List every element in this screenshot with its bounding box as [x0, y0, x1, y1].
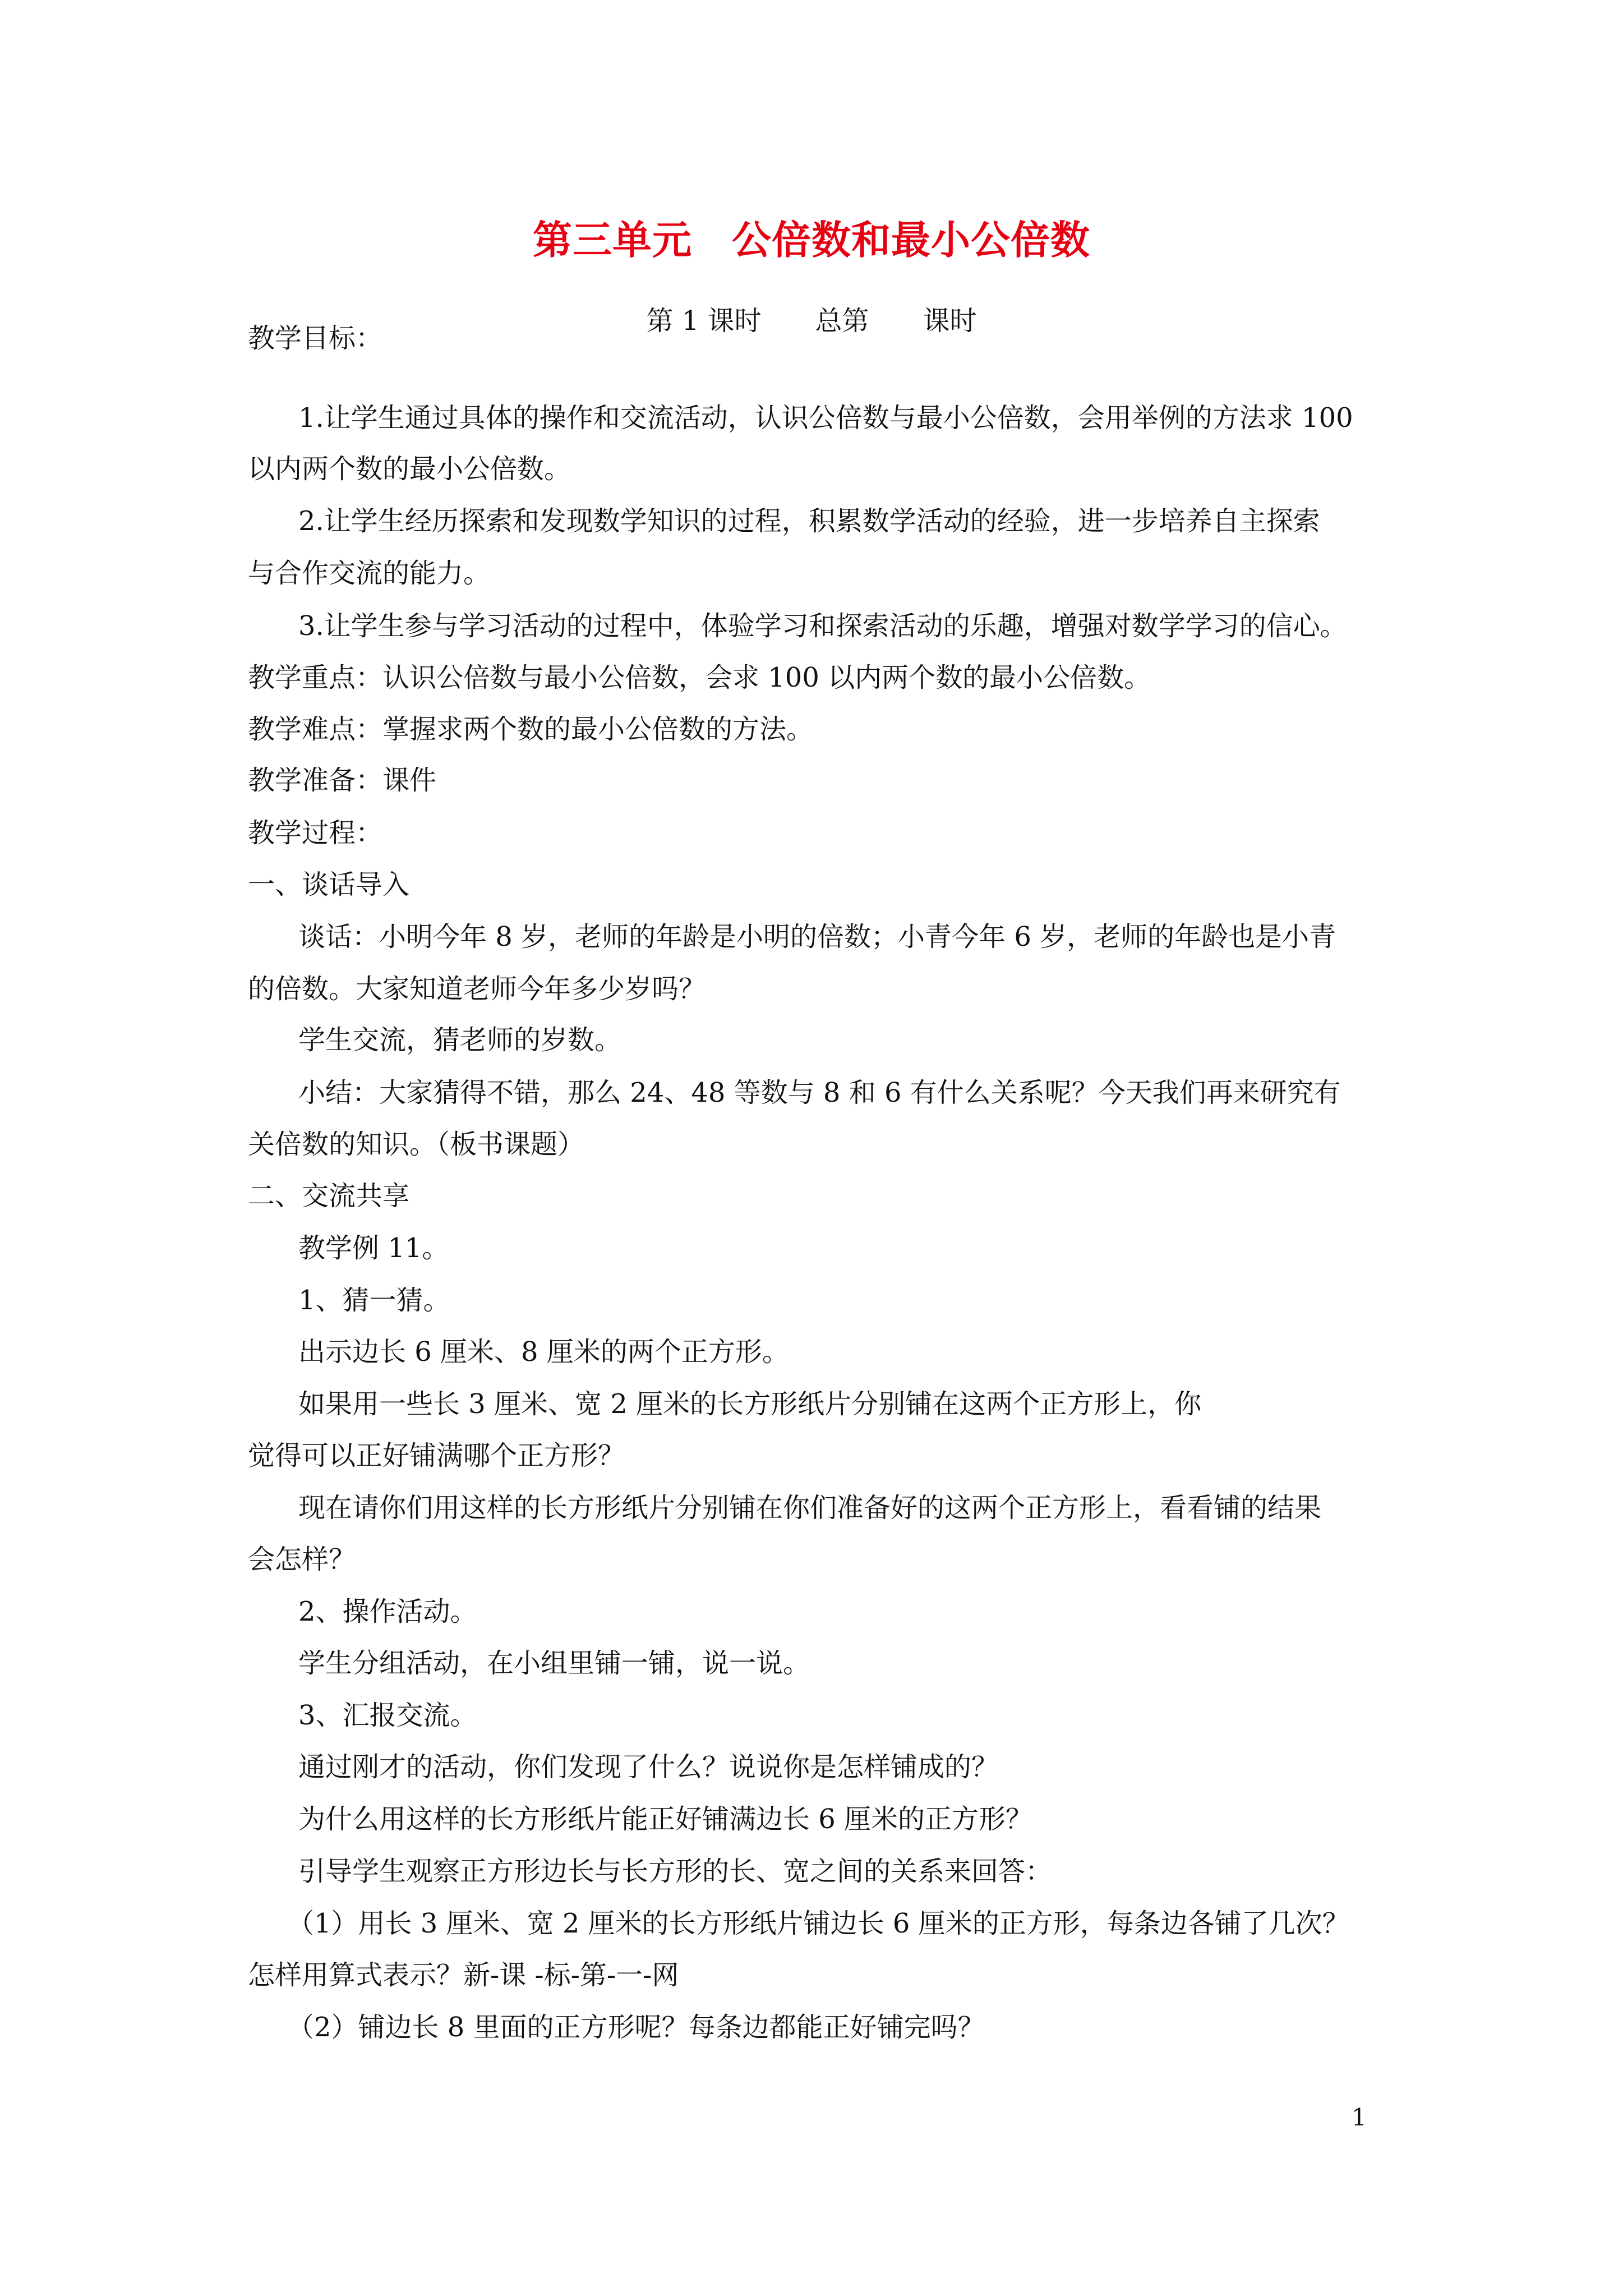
paragraph-line: 引导学生观察正方形边长与长方形的长、宽之间的关系来回答：	[298, 1856, 1053, 1887]
section-heading: 一、谈话导入	[248, 869, 410, 900]
paragraph-line: 小结：大家猜得不错，那么 24、48 等数与 8 和 6 有什么关系呢？今天我们再来研究有	[298, 1077, 1341, 1108]
paragraph-line: 通过刚才的活动，你们发现了什么？说说你是怎样铺成的？	[298, 1751, 999, 1783]
paragraph-line: 谈话：小明今年 8 岁，老师的年龄是小明的倍数；小青今年 6 岁，老师的年龄也是小青	[298, 921, 1336, 953]
paragraph-line: 会怎样？	[248, 1544, 356, 1575]
paragraph-line: 3、汇报交流。	[298, 1700, 477, 1731]
paragraph-line: 学生分组活动，在小组里铺一铺，说一说。	[298, 1648, 810, 1679]
paragraph-line: （1）用长 3 厘米、宽 2 厘米的长方形纸片铺边长 6 厘米的正方形，每条边各铺了几次？	[287, 1908, 1349, 1939]
paragraph-line: 的倍数。大家知道老师今年多少岁吗？	[248, 973, 706, 1005]
paragraph-line: 2.让学生经历探索和发现数学知识的过程，积累数学活动的经验，进一步培养自主探索	[298, 505, 1320, 537]
paragraph-line: 2、操作活动。	[298, 1596, 477, 1627]
paragraph-line: 现在请你们用这样的长方形纸片分别铺在你们准备好的这两个正方形上，看看铺的结果	[298, 1492, 1322, 1524]
paragraph-line: 如果用一些长 3 厘米、宽 2 厘米的长方形纸片分别铺在这两个正方形上，你	[298, 1388, 1202, 1420]
key-points-line: 教学重点：认识公倍数与最小公倍数，会求 100 以内两个数的最小公倍数。	[248, 662, 1151, 693]
paragraph-line: 为什么用这样的长方形纸片能正好铺满边长 6 厘米的正方形？	[298, 1803, 1033, 1835]
paragraph-line: 出示边长 6 厘米、8 厘米的两个正方形。	[298, 1336, 789, 1368]
heading-process: 教学过程：	[248, 817, 383, 849]
difficulties-line: 教学难点：掌握求两个数的最小公倍数的方法。	[248, 714, 814, 745]
paragraph-line: 觉得可以正好铺满哪个正方形？	[248, 1440, 625, 1471]
paragraph-line: 教学例 11。	[298, 1232, 449, 1264]
paragraph-line: 与合作交流的能力。	[248, 558, 491, 589]
paragraph-line: 以内两个数的最小公倍数。	[248, 453, 571, 485]
paragraph-line: 1、猜一猜。	[298, 1285, 450, 1316]
paragraph-line: 关倍数的知识。（板书课题）	[248, 1129, 585, 1160]
paragraph-line: 怎样用算式表示？新-课 -标-第-一-网	[248, 1959, 679, 1991]
paragraph-line: （2）铺边长 8 里面的正方形呢？每条边都能正好铺完吗？	[287, 2012, 985, 2043]
unit-title: 第三单元 公倍数和最小公倍数	[533, 217, 1090, 263]
paragraph-line: 1.让学生通过具体的操作和交流活动，认识公倍数与最小公倍数，会用举例的方法求 100	[298, 402, 1353, 434]
page-number: 1	[1352, 2104, 1367, 2131]
paragraph-line: 3.让学生参与学习活动的过程中，体验学习和探索活动的乐趣，增强对数学学习的信心。	[298, 610, 1347, 642]
lesson-subtitle: 第 1 课时 总第 课时	[646, 305, 977, 337]
section-heading: 二、交流共享	[248, 1180, 410, 1212]
preparation-line: 教学准备：课件	[248, 765, 437, 796]
heading-objectives: 教学目标：	[248, 323, 383, 354]
paragraph-line: 学生交流，猜老师的岁数。	[298, 1024, 622, 1056]
